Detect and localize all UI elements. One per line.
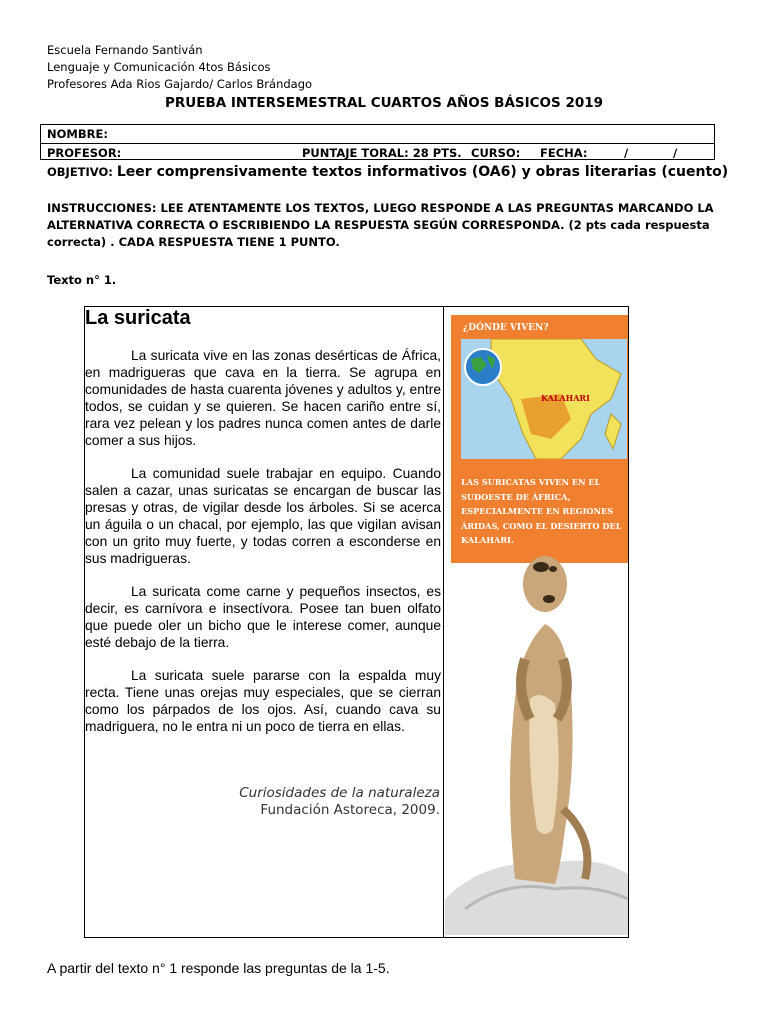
where-they-live-heading: ¿DÓNDE VIVEN? xyxy=(463,323,549,333)
teachers-line: Profesores Ada Rios Gajardo/ Carlos Brándago xyxy=(47,77,313,91)
date-slash-2: / xyxy=(673,146,678,160)
source-org: Fundación Astoreca, 2009. xyxy=(260,802,440,818)
objective-label: OBJETIVO: xyxy=(47,165,113,179)
story-title: La suricata xyxy=(85,307,191,329)
fecha-label: FECHA: xyxy=(540,146,588,160)
student-info-table xyxy=(40,124,715,160)
kalahari-map-label: KALAHARI xyxy=(541,393,590,403)
story-paragraph: La suricata vive en las zonas desérticas de África, en madrigueras que cava en la tierra. Se agrupa en comunidades de hasta cuarenta jóvenes y adultos y, entre todos, se cuidan y se quieren. Se hacen cariño entre sí, rara vez pelean y los padres nunca comen antes de darle comer a sus hijos. xyxy=(85,348,441,448)
date-slash-1: / xyxy=(624,146,629,160)
curso-label: CURSO: xyxy=(471,146,521,160)
meerkat-illustration xyxy=(445,529,628,935)
habitat-panel xyxy=(451,315,628,563)
profesor-label: PROFESOR: xyxy=(47,146,122,160)
objective xyxy=(47,164,728,180)
column-divider xyxy=(443,307,444,937)
meerkat-infographic xyxy=(445,309,628,935)
reading-box xyxy=(84,306,629,938)
story-paragraph: La suricata suele pararse con la espalda muy recta. Tiene unas orejas muy especiales, que se cierran como los párpados de los ojos. Así, cuando cava su madriguera, no le entra ni un poco de tierra en ellas. xyxy=(85,668,441,734)
story-paragraph: La comunidad suele trabajar en equipo. Cuando salen a cazar, unas suricatas se encargan de buscar las presas y otras, de vigilar desde los árboles. Si se acerca un águila o un chacal, por ejemplo, las que vigilan avisan con un grito muy fuerte, y todas corren a esconderse en sus madrigueras. xyxy=(85,466,441,566)
story-body xyxy=(85,347,441,751)
exam-title: PRUEBA INTERSEMESTRAL CUARTOS AÑOS BÁSICOS 2019 xyxy=(164,95,604,111)
school-name: Escuela Fernando Santiván xyxy=(47,43,203,57)
africa-map xyxy=(461,339,627,459)
instructions: INSTRUCCIONES: LEE ATENTAMENTE LOS TEXTOS, LUEGO RESPONDE A LAS PREGUNTAS MARCANDO LA ALTERNATIVA CORRECTA O ESCRIBIENDO LA RESPUESTA SEGÚN CORRESPONDA. (2 pts cada respuesta correcta) . CADA RESPUESTA TIENE 1 PUNTO. xyxy=(47,201,714,249)
objective-text: Leer comprensivamente textos informativos (OA6) y obras literarias (cuento) xyxy=(116,164,729,180)
puntaje-label: PUNTAJE TORAL: 28 PTS. xyxy=(302,146,462,160)
story-paragraph: La suricata come carne y pequeños insectos, es decir, es carnívora e insectívora. Posee tan buen olfato que puede oler un bicho que le interese comer, aunque esté debajo de la tierra. xyxy=(85,584,441,650)
source-title: Curiosidades de la naturaleza xyxy=(239,785,440,801)
text-number-label: Texto n° 1. xyxy=(47,273,117,287)
habitat-caption: LAS SURICATAS VIVEN EN EL SUDOESTE DE ÁFRICA, ESPECIALMENTE EN REGIONES ÁRIDAS, COMO EL DESIERTO DEL KALAHARI. xyxy=(461,477,622,545)
info-row-name xyxy=(41,125,714,143)
subject-line: Lenguaje y Comunicación 4tos Básicos xyxy=(47,60,271,74)
info-row-details xyxy=(41,143,714,161)
questions-instruction: A partir del texto n° 1 responde las preguntas de la 1-5. xyxy=(47,960,390,976)
nombre-label: NOMBRE: xyxy=(47,127,108,141)
story-source xyxy=(239,785,440,819)
